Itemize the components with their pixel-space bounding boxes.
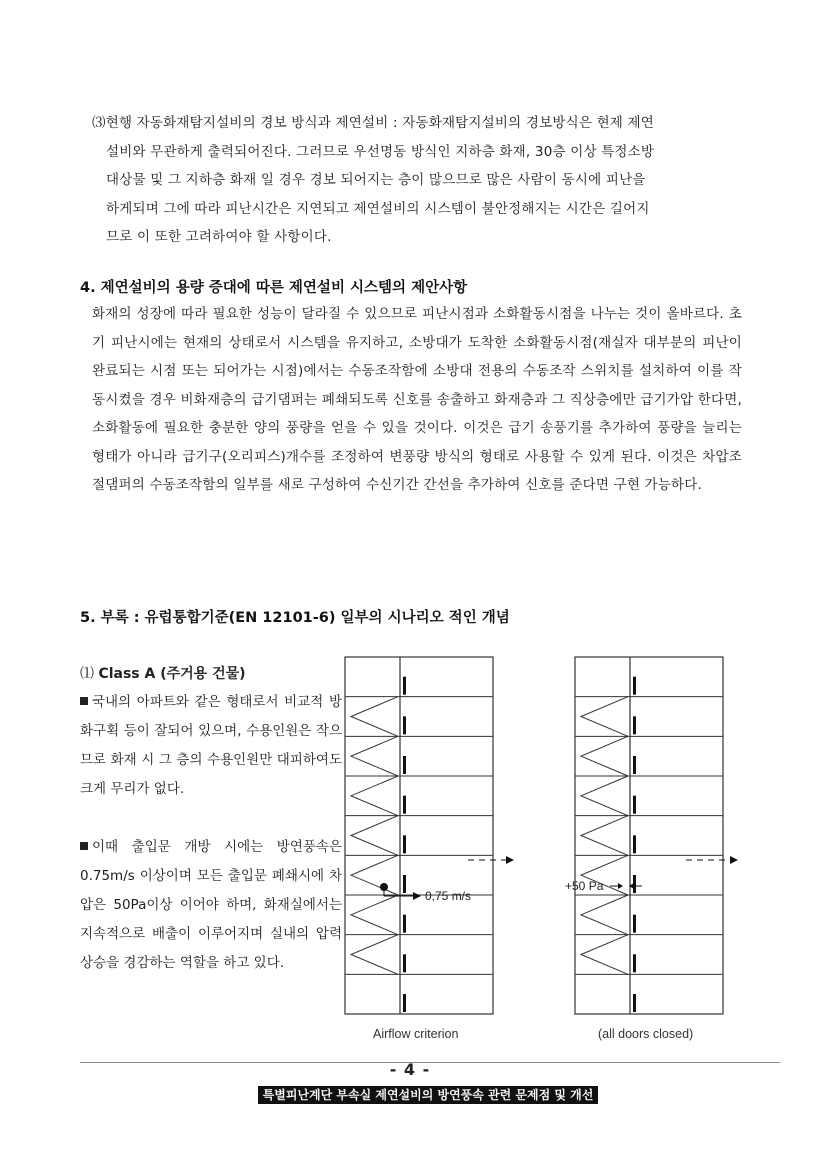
caption-airflow-criterion: Airflow criterion: [373, 1027, 459, 1041]
caption-all-doors-closed: (all doors closed): [598, 1027, 694, 1041]
class-a-subheading: [80, 663, 246, 683]
paragraph-3-line: 설비와 무관하게 출력되어진다. 그러므로 우선명동 방식인 지하층 화재, 30층 이상 특정소방: [106, 143, 655, 160]
airflow-dashed-arrow: [468, 856, 514, 864]
building-airflow-criterion: [345, 657, 493, 1014]
section-4-heading: 4. 제연설비의 용량 증대에 따른 제연설비 시스템의 제안사항: [80, 280, 468, 296]
subheading-text: Class A (주거용 건물): [98, 666, 246, 682]
door-mark: [403, 756, 406, 774]
door-mark: [633, 954, 636, 972]
paragraph-3: [92, 109, 740, 252]
door-mark: [633, 835, 636, 853]
section-5-heading: 5. 부록 : 유럽통합기준(EN 12101-6) 일부의 시나리오 적인 개념: [80, 610, 510, 626]
bullet-square-icon: [80, 842, 88, 850]
section-4-body: 화재의 성장에 따라 필요한 성능이 달라질 수 있으므로 피난시점과 소화활동시점을 나누는 것이 올바르다. 초기 피난시에는 현재의 상태로서 시스템을 유지하고, 소방대가 도착한 소화활동시점(재실자 대부분의 피난이 완료되는 시점 또는 되어가는 시점)에서는 수동조작함에 소방대 전용의 수동조작 스위치를 설치하여 이를 작동시켰을 경우 비화재층의 급기댐퍼는 폐쇄되도록 신호를 송출하고 화재층과 그 직상층에만 급기가압 한다면, 소화활동에 필요한 충분한 양의 풍량을 얻을 수 있을 것이다. 이것은 급기 송풍기를 추가하여 풍량을 늘리는 형태가 아니라 급기구(오리피스)개수를 조정하여 변풍량 방식의 형태로 사용할 수 있게 된다. 이것은 차압조절댐퍼의 수동조작함의 일부를 새로 구성하여 수신기간 간선을 추가하여 신호를 준다면 구현 가능하다.: [92, 306, 742, 493]
door-mark: [403, 875, 406, 893]
building-outline: [575, 657, 723, 1014]
paragraph-3-line: 하게되며 그에 따라 피난시간은 지연되고 제연설비의 시스템이 불안정해지는 시간은 길어지: [106, 200, 650, 217]
bullet-text: 국내의 아파트와 같은 형태로서 비교적 방화구획 등이 잘되어 있으며, 수용인원은 작으므로 화재 시 그 층의 수용인원만 대피하여도 크게 무리가 없다.: [80, 694, 342, 797]
door-mark: [403, 994, 406, 1012]
bullet-text: 이때 출입문 개방 시에는 방연풍속은 0.75m/s 이상이며 모든 출입문 폐쇄시에 차압은 50Pa이상 이어야 하며, 화재실에서는 지속적으로 배출이 이루어지며 실내의 압력상승을 경감하는 역할을 하고 있다.: [80, 839, 342, 971]
door-mark: [633, 796, 636, 814]
door-mark: [403, 954, 406, 972]
paragraph-3-line: ⑶현행 자동화재탐지설비의 경보 방식과 제연설비 : 자동화재탐지설비의 경보방식은 현제 제연: [92, 115, 655, 131]
door-mark: [633, 677, 636, 695]
pressure-label: +50 Pa: [565, 879, 604, 893]
pressure-dashed-arrow: [686, 856, 738, 864]
velocity-label: 0,75 m/s: [425, 889, 472, 903]
door-mark: [403, 677, 406, 695]
stair-pressurization-diagram: [330, 652, 750, 1047]
door-mark: [403, 915, 406, 933]
door-mark: [403, 835, 406, 853]
bullet-item: [80, 833, 342, 978]
building-all-doors-closed: [575, 657, 723, 1014]
paragraph-3-line: 므로 이 또한 고려하여야 할 사항이다.: [106, 229, 332, 245]
building-outline: [345, 657, 493, 1014]
door-mark: [633, 915, 636, 933]
paragraph-3-line: 대상물 및 그 지하층 화재 일 경우 경보 되어지는 층이 많으므로 많은 사람이 동시에 피난을: [106, 172, 646, 188]
footer-title: 특별피난계단 부속실 제연설비의 방연풍속 관련 문제점 및 개선안: [258, 1086, 598, 1104]
door-mark: [403, 716, 406, 734]
bullet-square-icon: [80, 697, 88, 705]
subheading-number: ⑴: [80, 666, 94, 682]
page-number: - 4 -: [389, 1060, 431, 1079]
door-mark: [633, 756, 636, 774]
door-mark: [403, 796, 406, 814]
door-mark: [633, 994, 636, 1012]
bullet-item: [80, 688, 342, 804]
door-mark: [633, 716, 636, 734]
